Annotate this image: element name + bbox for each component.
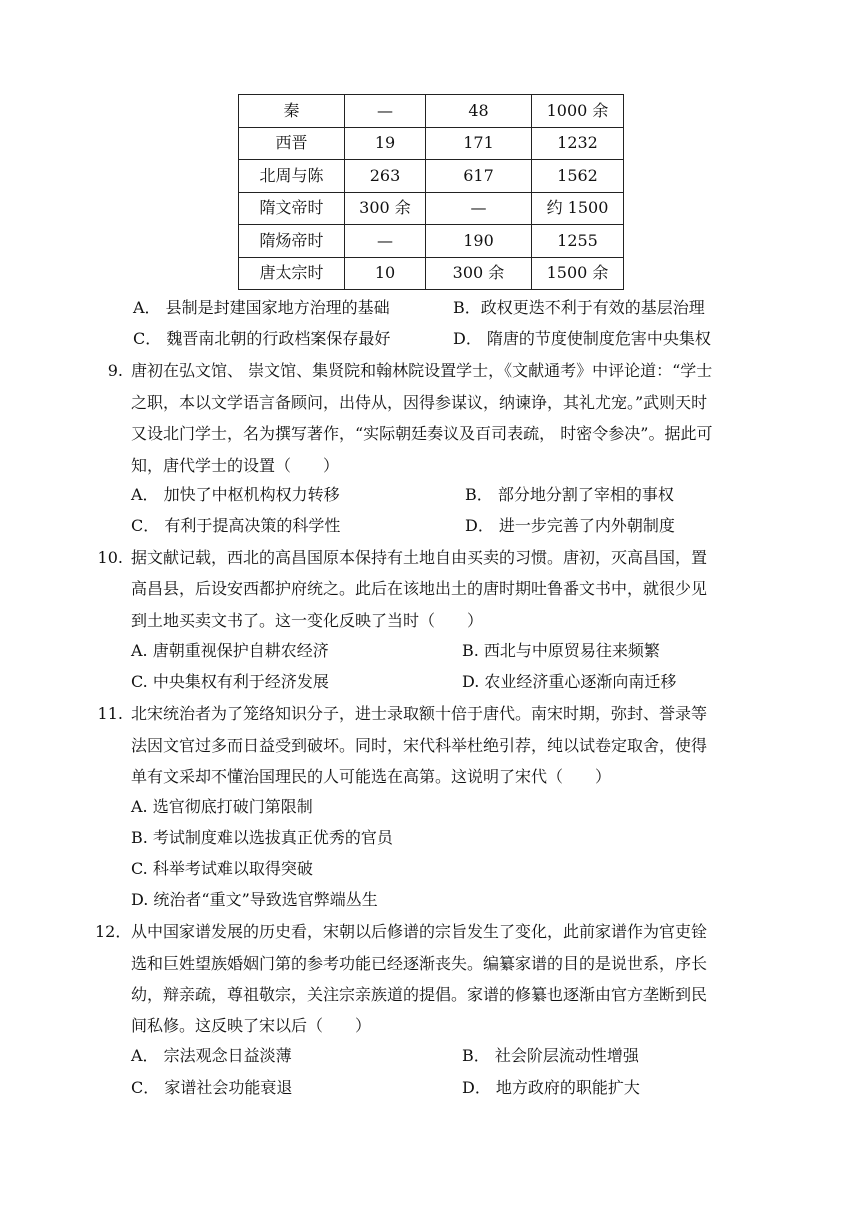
table-cell: —	[345, 225, 426, 258]
q9-option-b[interactable]: B． 部分地分割了宰相的事权	[465, 485, 674, 504]
table-row	[239, 95, 624, 128]
q8-option-a[interactable]: A． 县制是封建国家地方治理的基础	[133, 298, 390, 317]
table-cell: 1562	[532, 160, 624, 193]
q12-text-line: 幼，辩亲疏，尊祖敬宗，关注宗亲族道的提倡。家谱的修纂也逐渐由官方垄断到民	[131, 985, 708, 1004]
q9-text-line: 唐初在弘文馆、 崇文馆、集贤院和翰林院设置学士，《文献通考》中评论道：“学士	[131, 361, 713, 380]
q10-text-line: 据文献记载，西北的高昌国原本保持有土地自由买卖的习惯。唐初，灭高昌国，置	[131, 548, 708, 567]
table-cell: 48	[426, 95, 532, 128]
q11-number: 11.	[97, 704, 123, 723]
q10-text-line: 高昌县，后设安西都护府统之。此后在该地出土的唐时期吐鲁番文书中，就很少见	[131, 579, 708, 598]
q12-text-line: 间私修。这反映了宋以后（ ）	[131, 1016, 372, 1035]
q12-text-line: 选和巨姓望族婚姻门第的参考功能已经逐渐丧失。编纂家谱的目的是说世系，序长	[131, 954, 708, 973]
table-cell: 263	[345, 160, 426, 193]
table-cell: 190	[426, 225, 532, 258]
table-cell: 隋文帝时	[239, 192, 345, 225]
q11-option-c[interactable]: C. 科举考试难以取得突破	[131, 859, 313, 878]
table-cell: 约 1500	[532, 192, 624, 225]
table-cell: 617	[426, 160, 532, 193]
q9-option-c[interactable]: C． 有利于提高决策的科学性	[131, 516, 341, 535]
table-cell: 300 余	[345, 192, 426, 225]
table-cell: 19	[345, 127, 426, 160]
q10-option-a[interactable]: A. 唐朝重视保护自耕农经济	[131, 641, 329, 660]
table-cell: —	[426, 192, 532, 225]
table-row	[239, 192, 624, 225]
q8-option-b[interactable]: B．政权更迭不利于有效的基层治理	[453, 298, 705, 317]
q9-number: 9.	[107, 361, 123, 380]
table-cell: 1000 余	[532, 95, 624, 128]
q10-number: 10.	[97, 548, 123, 567]
table-row	[239, 257, 624, 290]
q12-text-line: 从中国家谱发展的历史看，宋朝以后修谱的宗旨发生了变化，此前家谱作为官吏铨	[131, 922, 708, 941]
table-cell: 1255	[532, 225, 624, 258]
q12-option-a[interactable]: A． 宗法观念日益淡薄	[131, 1046, 292, 1065]
table-cell: 西晋	[239, 127, 345, 160]
table-cell: 171	[426, 127, 532, 160]
q10-option-c[interactable]: C. 中央集权有利于经济发展	[131, 672, 329, 691]
q11-text-line: 单有文采却不懂治国理民的人可能选在高第。这说明了宋代（ ）	[131, 767, 612, 786]
data-table-body	[239, 95, 624, 290]
q12-option-d[interactable]: D． 地方政府的职能扩大	[462, 1078, 640, 1097]
table-row	[239, 160, 624, 193]
q9-text-line: 知，唐代学士的设置（ ）	[131, 456, 340, 475]
q12-option-b[interactable]: B． 社会阶层流动性增强	[462, 1046, 639, 1065]
q8-option-d[interactable]: D． 隋唐的节度使制度危害中央集权	[453, 329, 711, 348]
table-cell: —	[345, 95, 426, 128]
table-cell: 300 余	[426, 257, 532, 290]
q9-text-line: 又设北门学士，名为撰写著作，“实际朝廷奏议及百司表疏， 时密令参决”。据此可	[131, 424, 713, 443]
table-row	[239, 127, 624, 160]
q10-option-d[interactable]: D. 农业经济重心逐渐向南迁移	[462, 672, 677, 691]
table-cell: 隋炀帝时	[239, 225, 345, 258]
table-cell: 北周与陈	[239, 160, 345, 193]
q11-option-a[interactable]: A. 选官彻底打破门第限制	[131, 797, 313, 816]
q10-text-line: 到土地买卖文书了。这一变化反映了当时（ ）	[131, 611, 484, 630]
q11-text-line: 法因文官过多而日益受到破坏。同时，宋代科举杜绝引荐，纯以试卷定取舍，使得	[131, 736, 708, 755]
q11-option-b[interactable]: B. 考试制度难以选拔真正优秀的官员	[131, 828, 393, 847]
q9-text-line: 之职，本以文学语言备顾问，出侍从，因得参谋议，纳谏诤，其礼尤宠。”武则天时	[131, 393, 708, 412]
q8-option-c[interactable]: C． 魏晋南北朝的行政档案保存最好	[133, 329, 391, 348]
table-cell: 1232	[532, 127, 624, 160]
q10-option-b[interactable]: B. 西北与中原贸易往来频繁	[462, 641, 660, 660]
q9-option-a[interactable]: A． 加快了中枢机构权力转移	[131, 485, 340, 504]
q11-text-line: 北宋统治者为了笼络知识分子，进士录取额十倍于唐代。南宋时期，弥封、誉录等	[131, 704, 708, 723]
table-cell: 1500 余	[532, 257, 624, 290]
table-cell: 唐太宗时	[239, 257, 345, 290]
table-cell: 10	[345, 257, 426, 290]
table-row	[239, 225, 624, 258]
q12-option-c[interactable]: C． 家谱社会功能衰退	[131, 1078, 293, 1097]
q12-number: 12．	[95, 922, 132, 941]
q11-option-d[interactable]: D. 统治者“重文”导致选官弊端丛生	[131, 890, 378, 909]
table-cell: 秦	[239, 95, 345, 128]
data-table	[238, 94, 624, 290]
q9-option-d[interactable]: D． 进一步完善了内外朝制度	[465, 516, 675, 535]
